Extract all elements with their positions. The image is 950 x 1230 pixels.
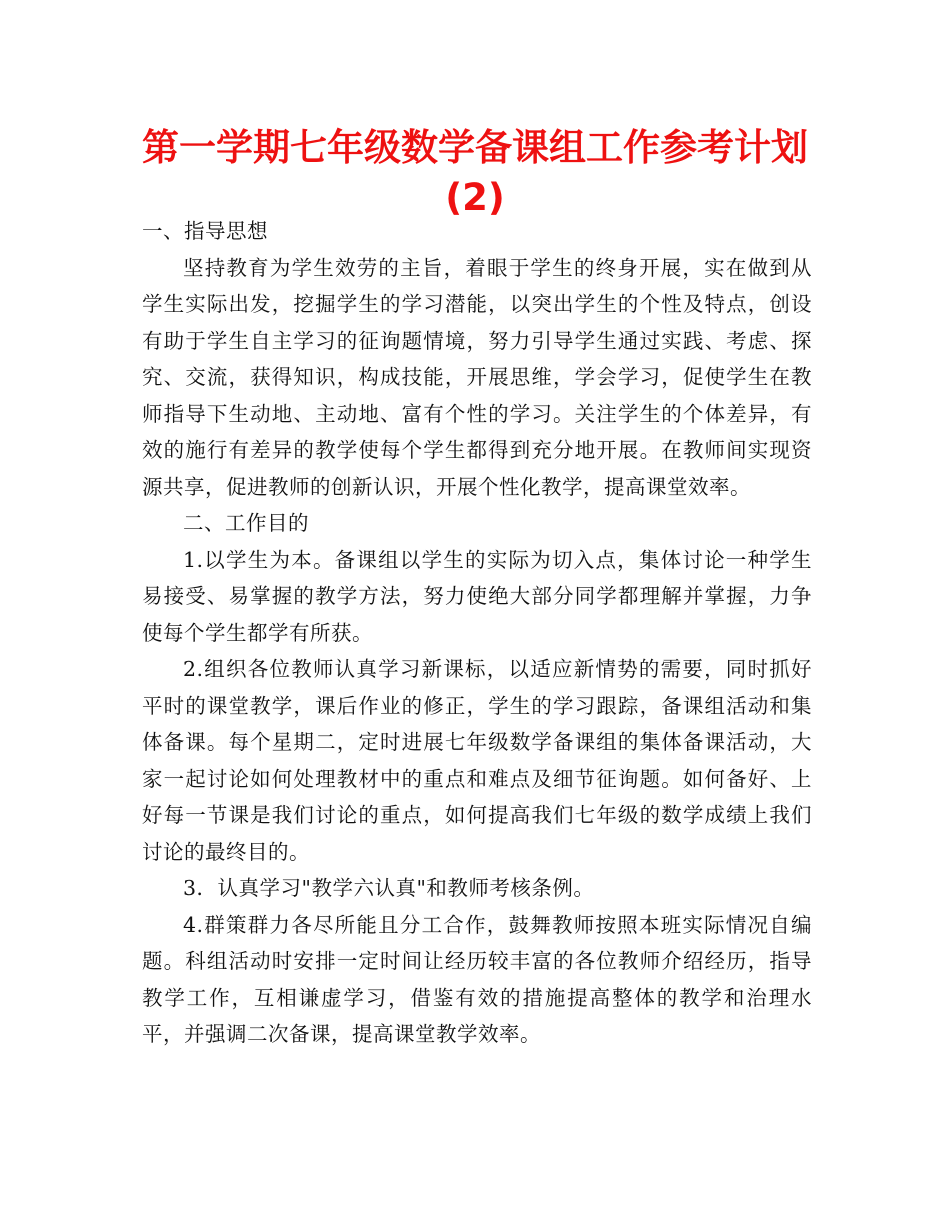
paragraph-goal-1: 1.以学生为本。备课组以学生的实际为切入点，集体讨论一种学生易接受、易掌握的教学方法，努力使绝大部分同学都理解并掌握，力争使每个学生都学有所获。 bbox=[142, 547, 812, 645]
document-title-suffix: (2) bbox=[445, 176, 505, 219]
document-body bbox=[142, 213, 812, 1053]
document-title: 第一学期七年级数学备课组工作参考计划 bbox=[142, 126, 808, 169]
paragraph-guiding-thought: 坚持教育为学生效劳的主旨，着眼于学生的终身开展，实在做到从学生实际出发，挖掘学生的学习潜能，以突出学生的个性及特点，创设有助于学生自主学习的征询题情境，努力引导学生通过实践、考虑、探究、交流，获得知识，构成技能，开展思维，学会学习，促使学生在教师指导下生动地、主动地、富有个性的学习。关注学生的个体差异，有效的施行有差异的教学使每个学生都得到充分地开展。在教师间实现资源共享，促进教师的创新认识，开展个性化教学，提高课堂效率。 bbox=[142, 255, 812, 499]
paragraph-goal-4: 4.群策群力各尽所能且分工合作，鼓舞教师按照本班实际情况自编题。科组活动时安排一定时间让经历较丰富的各位教师介绍经历，指导教学工作，互相谦虚学习，借鉴有效的措施提高整体的教学和治理水平，并强调二次备课，提高课堂教学效率。 bbox=[142, 912, 812, 1046]
paragraph-goal-2: 2.组织各位教师认真学习新课标，以适应新情势的需要，同时抓好平时的课堂教学，课后作业的修正，学生的学习跟踪，备课组活动和集体备课。每个星期二，定时进展七年级数学备课组的集体备课活动，大家一起讨论如何处理教材中的重点和难点及细节征询题。如何备好、上好每一节课是我们讨论的重点，如何提高我们七年级的数学成绩上我们讨论的最终目的。 bbox=[142, 657, 812, 864]
section-heading-guiding-thought: 一、指导思想 bbox=[142, 219, 268, 243]
section-heading-work-goals: 二、工作目的 bbox=[183, 511, 309, 535]
paragraph-goal-3: 3．认真学习"教学六认真"和教师考核条例。 bbox=[183, 876, 595, 900]
